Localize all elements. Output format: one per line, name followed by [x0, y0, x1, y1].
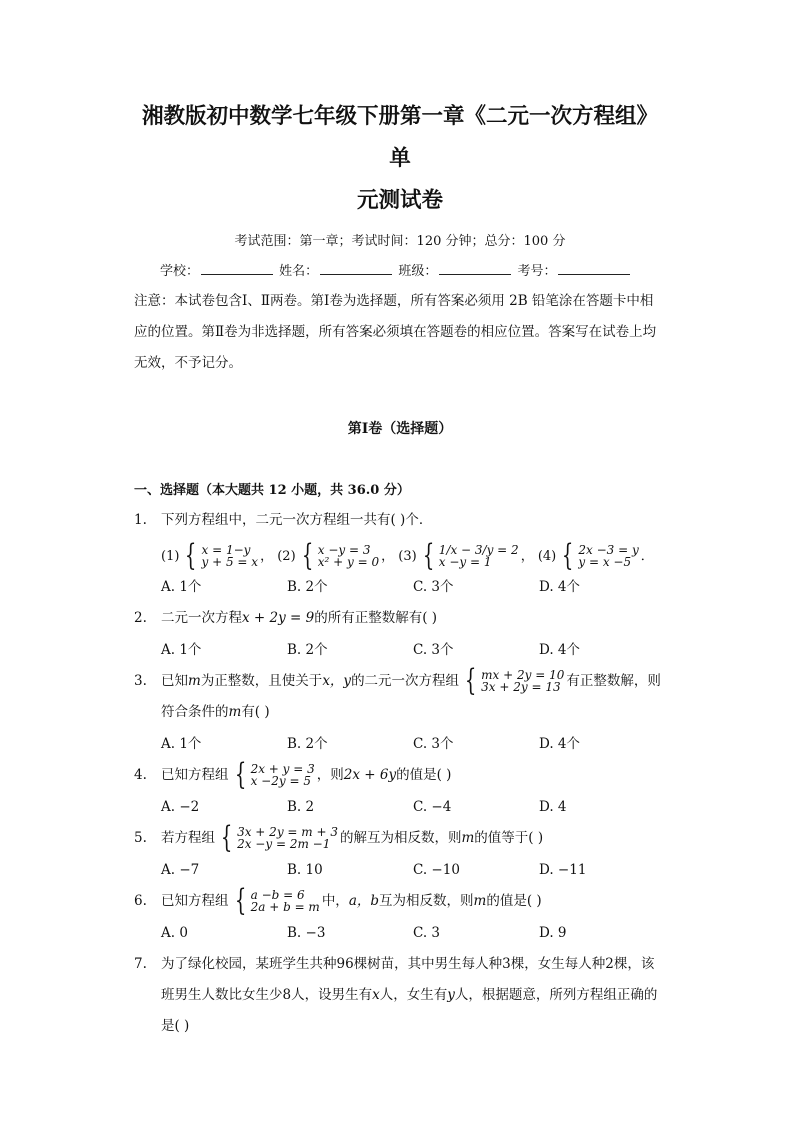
option-a[interactable]: A. −7 [161, 861, 200, 878]
option-b[interactable]: B. 2个 [287, 641, 328, 658]
option-b[interactable]: B. 2个 [287, 578, 328, 595]
question-number: 2. [134, 609, 147, 626]
question-1 [134, 505, 666, 536]
question-number: 6. [134, 892, 147, 909]
option-b[interactable]: B. 10 [287, 861, 323, 878]
q6-options [134, 923, 666, 943]
question-number: 4. [134, 766, 147, 783]
question-3: 3. 已知m为正整数，且使关于x，y的二元一次方程组 { mx + 2y = 10 3x + 2y = 13 有正整数解，则符合条件的m有( ) [134, 663, 661, 720]
page-title: 湘教版初中数学七年级下册第一章《二元一次方程组》单 元测试卷 [141, 104, 658, 213]
equation-system: { 3x + 2y = m + 3 2x −y = 2m −1 [220, 820, 338, 855]
q3-options [134, 734, 666, 754]
option-d[interactable]: D. −11 [539, 861, 587, 878]
name-blank[interactable] [320, 261, 392, 275]
field-school: 学校： [160, 264, 200, 279]
equation-system: { a −b = 6 2a + b = m [234, 883, 320, 918]
field-class: 班级： [398, 264, 438, 279]
system-2: (2) { x −y = 3 x² + y = 0 ， [277, 538, 395, 573]
school-blank[interactable] [201, 261, 273, 275]
section-title: 第Ⅰ卷（选择题） [347, 421, 453, 437]
option-a[interactable]: A. 1个 [161, 735, 202, 752]
equation-system: { mx + 2y = 10 3x + 2y = 13 [464, 663, 565, 698]
option-c[interactable]: C. −10 [413, 861, 460, 878]
question-5: 5. 若方程组 { 3x + 2y = m + 3 2x −y = 2m −1 的解互为相反数，则m的值等于( ) [134, 820, 544, 855]
option-c[interactable]: C. −4 [413, 798, 452, 815]
q1-options [134, 577, 666, 597]
q5-options [134, 860, 666, 880]
question-4: 4. 已知方程组 { 2x + y = 3 x −2y = 5 ，则2x + 6y的值是( ) [134, 757, 452, 792]
option-b[interactable]: B. 2 [287, 798, 315, 815]
option-b[interactable]: B. −3 [287, 924, 326, 941]
question-number: 5. [134, 829, 147, 846]
option-a[interactable]: A. 0 [161, 924, 188, 941]
equation-system: { 2x + y = 3 x −2y = 5 [234, 757, 315, 792]
system-4: (4) { 2x −3 = y y = x −5 ． [537, 538, 654, 573]
option-d[interactable]: D. 4个 [539, 735, 581, 752]
option-a[interactable]: A. 1个 [161, 578, 202, 595]
question-7: 7. 为了绿化校园，某班学生共种96棵树苗，其中男生每人种3棵，女生每人种2棵，该班男生人数比女生少8人，设男生有x人，女生有y人，根据题意，所列方程组正确的是( ) [134, 949, 666, 1042]
question-number: 1. [134, 512, 147, 528]
exam-meta: 考试范围：第一章；考试时间：120 分钟；总分：100 分 [234, 234, 566, 249]
option-c[interactable]: C. 3个 [413, 641, 454, 658]
q4-options [134, 797, 666, 817]
option-a[interactable]: A. −2 [161, 798, 200, 815]
q1-systems [134, 538, 666, 573]
question-2: 2. 二元一次方程x + 2y = 9的所有正整数解有( ) [134, 603, 666, 634]
option-d[interactable]: D. 4 [539, 798, 567, 815]
part-header: 一、选择题（本大题共 12 小题，共 36.0 分） [134, 483, 410, 498]
question-text: 下列方程组中，二元一次方程组一共有( )个． [161, 512, 433, 528]
student-fields [134, 261, 666, 282]
field-name: 姓名： [279, 264, 319, 279]
system-3: (3) { 1/x − 3/y = 2 x −y = 1 ， [398, 538, 534, 573]
option-d[interactable]: D. 4个 [539, 641, 581, 658]
option-c[interactable]: C. 3 [413, 924, 441, 941]
option-c[interactable]: C. 3个 [413, 578, 454, 595]
option-a[interactable]: A. 1个 [161, 641, 202, 658]
field-number: 考号： [517, 264, 557, 279]
number-blank[interactable] [558, 261, 630, 275]
question-number: 3. [134, 672, 147, 689]
class-blank[interactable] [439, 261, 511, 275]
question-number: 7. [134, 955, 147, 972]
notice: 注意：本试卷包含Ⅰ、Ⅱ两卷。第Ⅰ卷为选择题，所有答案必须用 2B 铅笔涂在答题卡中相应的位置。第Ⅱ卷为非选择题，所有答案必须填在答题卷的相应位置。答案写在试卷上均无效，不予记分。 [134, 293, 657, 371]
q2-options [134, 640, 666, 660]
option-d[interactable]: D. 9 [539, 924, 567, 941]
option-b[interactable]: B. 2个 [287, 735, 328, 752]
question-6: 6. 已知方程组 { a −b = 6 2a + b = m 中，a，b互为相反数，则m的值是( ) [134, 883, 542, 918]
option-c[interactable]: C. 3个 [413, 735, 454, 752]
equation: x + 2y = 9 [242, 609, 315, 626]
system-1: (1) { x = 1−y y + 5 = x ， [161, 538, 274, 573]
option-d[interactable]: D. 4个 [539, 578, 581, 595]
